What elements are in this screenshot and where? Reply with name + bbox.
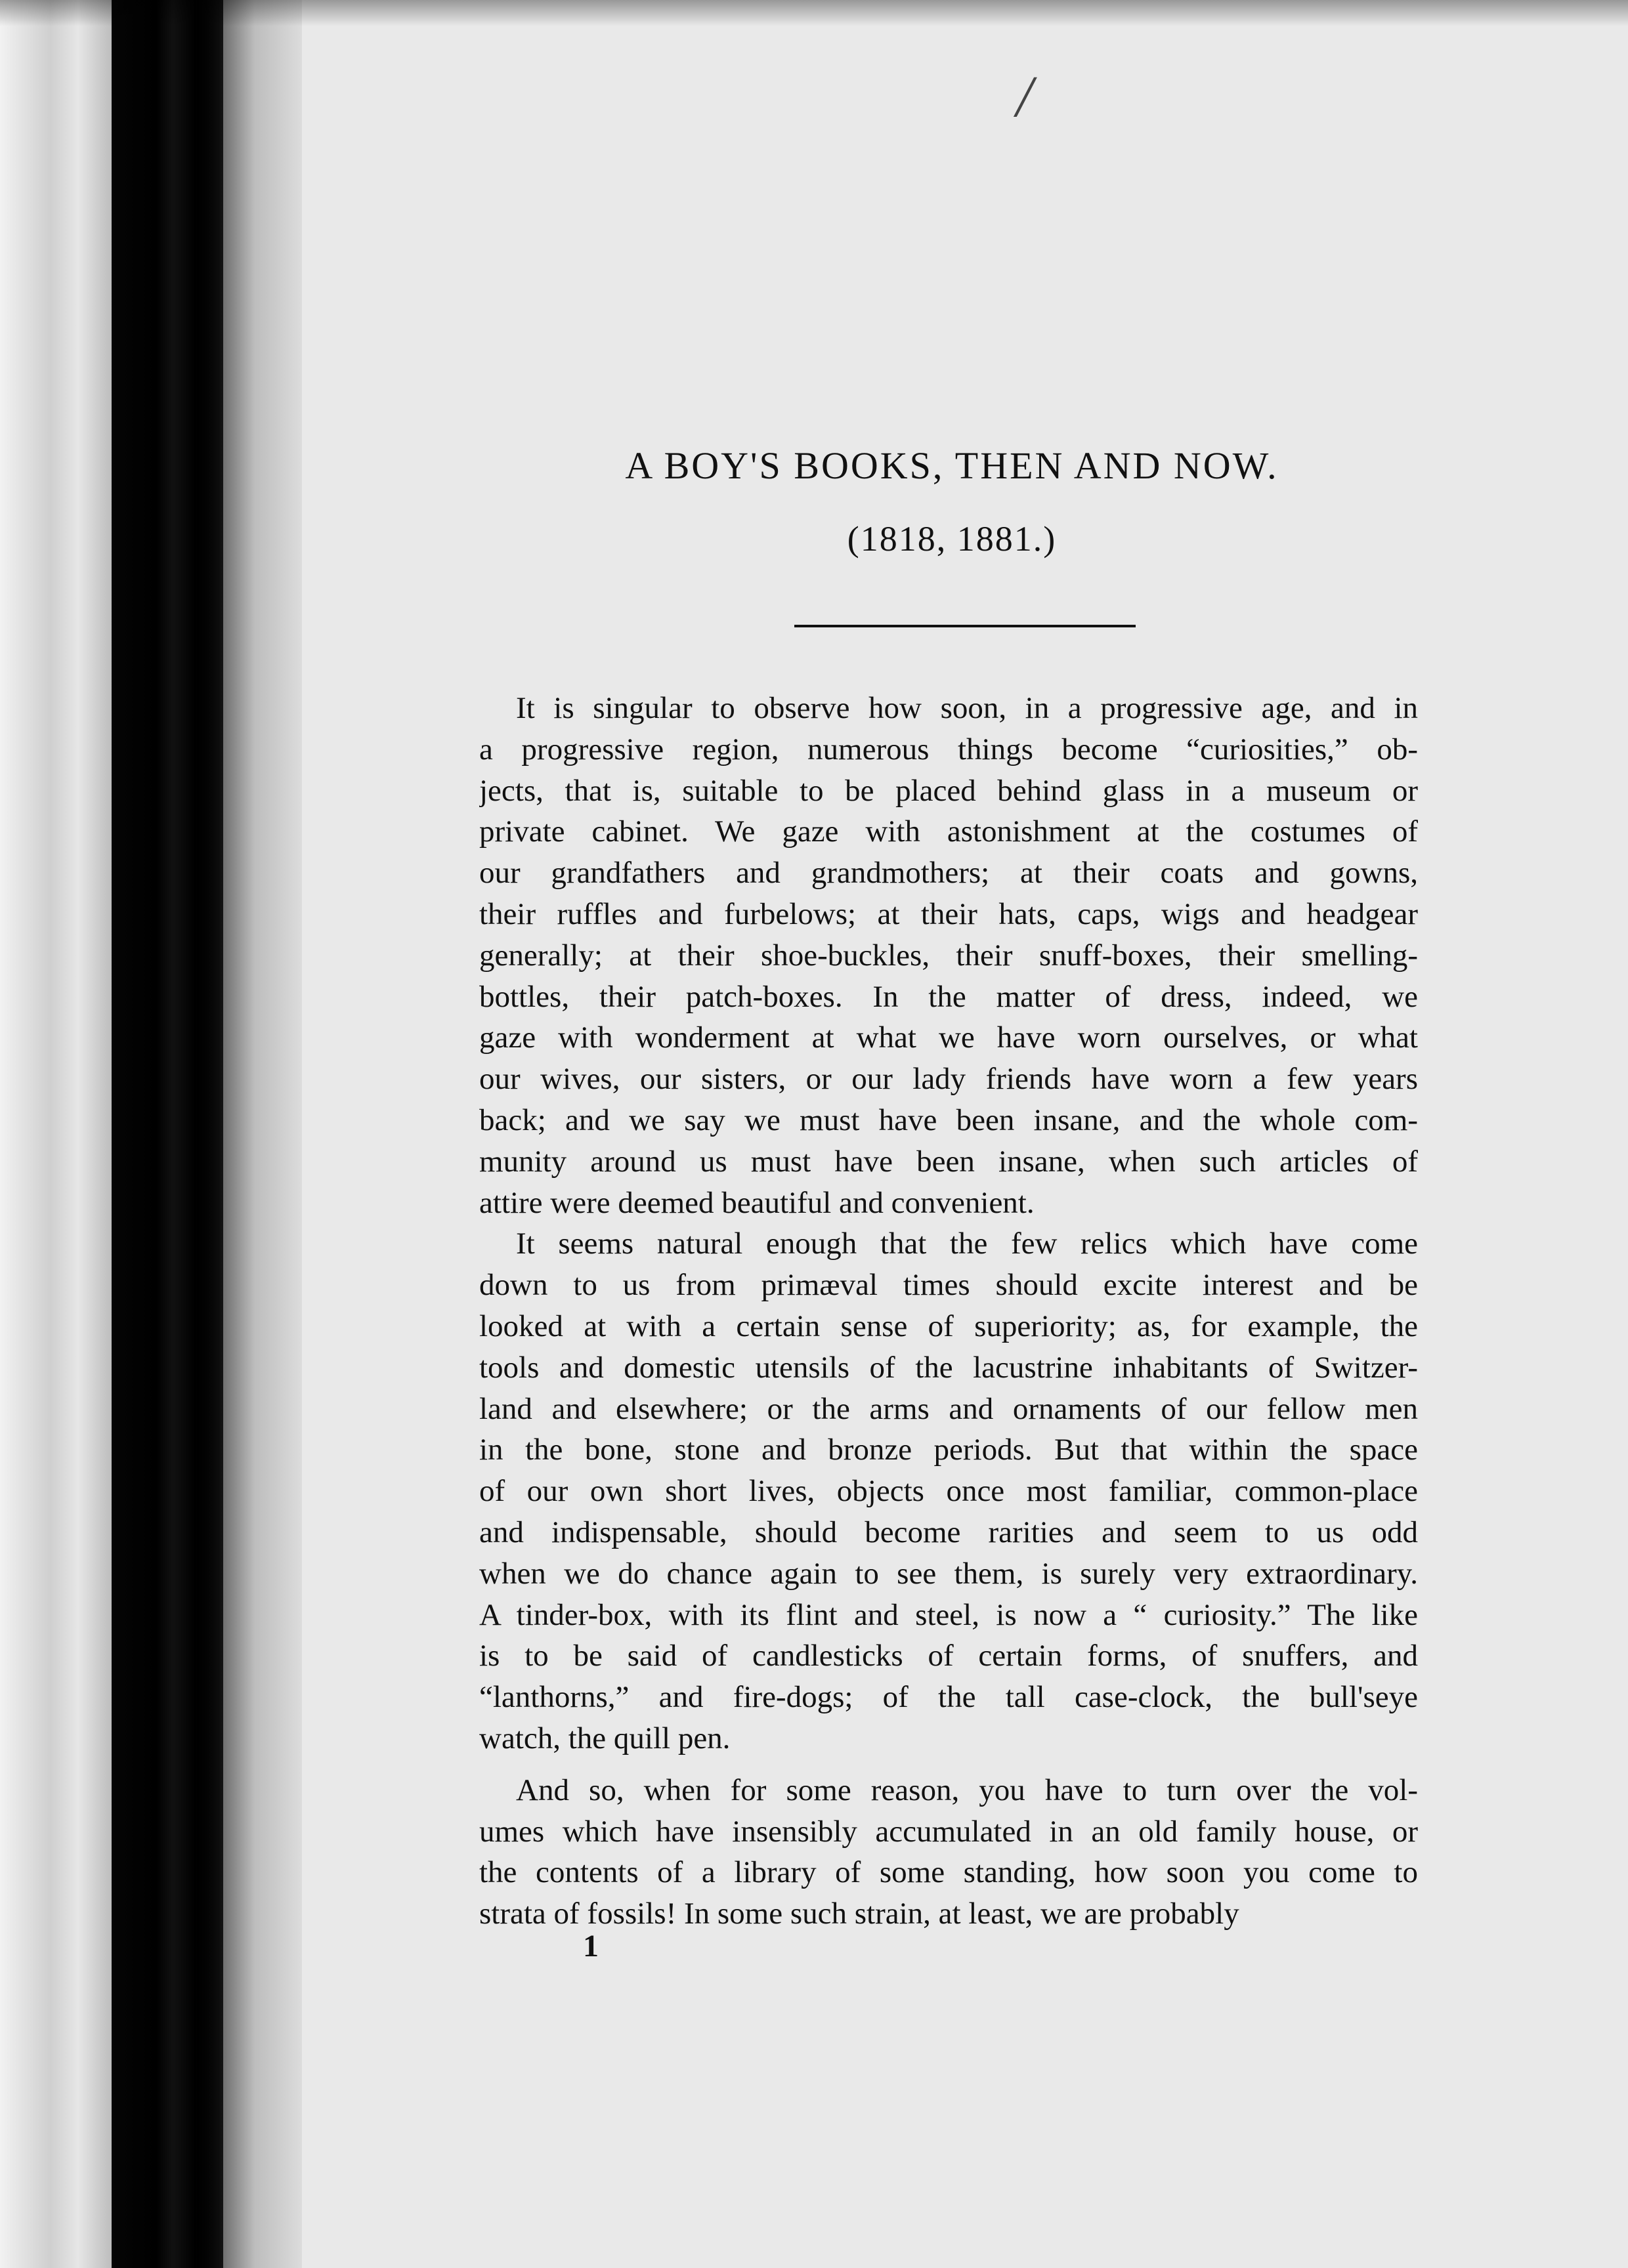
text-line: It is singular to observe how soon, in a progressive age, and in	[516, 691, 1418, 725]
text-line: down to us from primæval times should excite interest and be	[479, 1268, 1418, 1303]
text-line: is to be said of candlesticks of certain forms, of snuffers, and	[479, 1639, 1418, 1673]
text-line: And so, when for some reason, you have to turn over the vol-	[516, 1773, 1418, 1807]
text-line: It seems natural enough that the few relics which have come	[516, 1227, 1418, 1261]
page-title: A BOY'S BOOKS, THEN AND NOW.	[625, 444, 1279, 487]
text-line: attire were deemed beautiful and convenient.	[479, 1185, 1035, 1220]
text-line: jects, that is, suitable to be placed behind glass in a museum or	[479, 773, 1418, 808]
text-line: a progressive region, numerous things become “curiosities,” ob-	[479, 732, 1418, 766]
text-line: tools and domestic utensils of the lacustrine inhabitants of Switzer-	[479, 1350, 1418, 1385]
page-number: 1	[583, 1929, 599, 1964]
text-line: land and elsewhere; or the arms and ornaments of our fellow men	[479, 1391, 1418, 1426]
text-line: our wives, our sisters, or our lady friends have worn a few years	[479, 1062, 1418, 1097]
text-line: the contents of a library of some standing, how soon you come to	[479, 1855, 1418, 1890]
text-line: bottles, their patch-boxes. In the matter of dress, indeed, we	[479, 979, 1418, 1014]
text-line: strata of fossils! In some such strain, at least, we are probably	[479, 1897, 1239, 1931]
text-line: umes which have insensibly accumulated in an old family house, or	[479, 1814, 1418, 1849]
paragraph-gap	[479, 1759, 1418, 1770]
text-line: back; and we say we must have been insane, and the whole com-	[479, 1102, 1418, 1137]
text-line: munity around us must have been insane, when such articles of	[479, 1144, 1418, 1179]
text-line: private cabinet. We gaze with astonishment at the costumes of	[479, 814, 1418, 849]
title-rule	[794, 625, 1136, 627]
text-line: gaze with wonderment at what we have worn ourselves, or what	[479, 1020, 1418, 1055]
body-text	[479, 688, 1418, 1935]
facing-page-fragment	[0, 0, 112, 2268]
text-line: their ruffles and furbelows; at their hats, caps, wigs and headgear	[479, 896, 1418, 931]
text-line: our grandfathers and grandmothers; at their coats and gowns,	[479, 856, 1418, 891]
top-edge-shadow	[0, 0, 1628, 26]
text-line: in the bone, stone and bronze periods. But that within the space	[479, 1433, 1418, 1467]
page-subtitle: (1818, 1881.)	[847, 519, 1057, 558]
text-line: generally; at their shoe-buckles, their snuff-boxes, their smelling-	[479, 938, 1418, 973]
text-line: watch, the quill pen.	[479, 1721, 731, 1755]
text-line: A tinder-box, with its flint and steel, is now a “ curiosity.” The like	[479, 1597, 1418, 1632]
text-line: looked at with a certain sense of superiority; as, for example, the	[479, 1309, 1418, 1343]
text-line: when we do chance again to see them, is surely very extraordinary.	[479, 1556, 1418, 1591]
text-line: and indispensable, should become rarities and seem to us odd	[479, 1515, 1418, 1549]
page-gutter	[223, 0, 302, 2268]
text-line: of our own short lives, objects once most familiar, common-place	[479, 1474, 1418, 1509]
text-line: “lanthorns,” and fire-dogs; of the tall case-clock, the bull'seye	[479, 1680, 1418, 1715]
pencil-mark: /	[1016, 64, 1033, 129]
